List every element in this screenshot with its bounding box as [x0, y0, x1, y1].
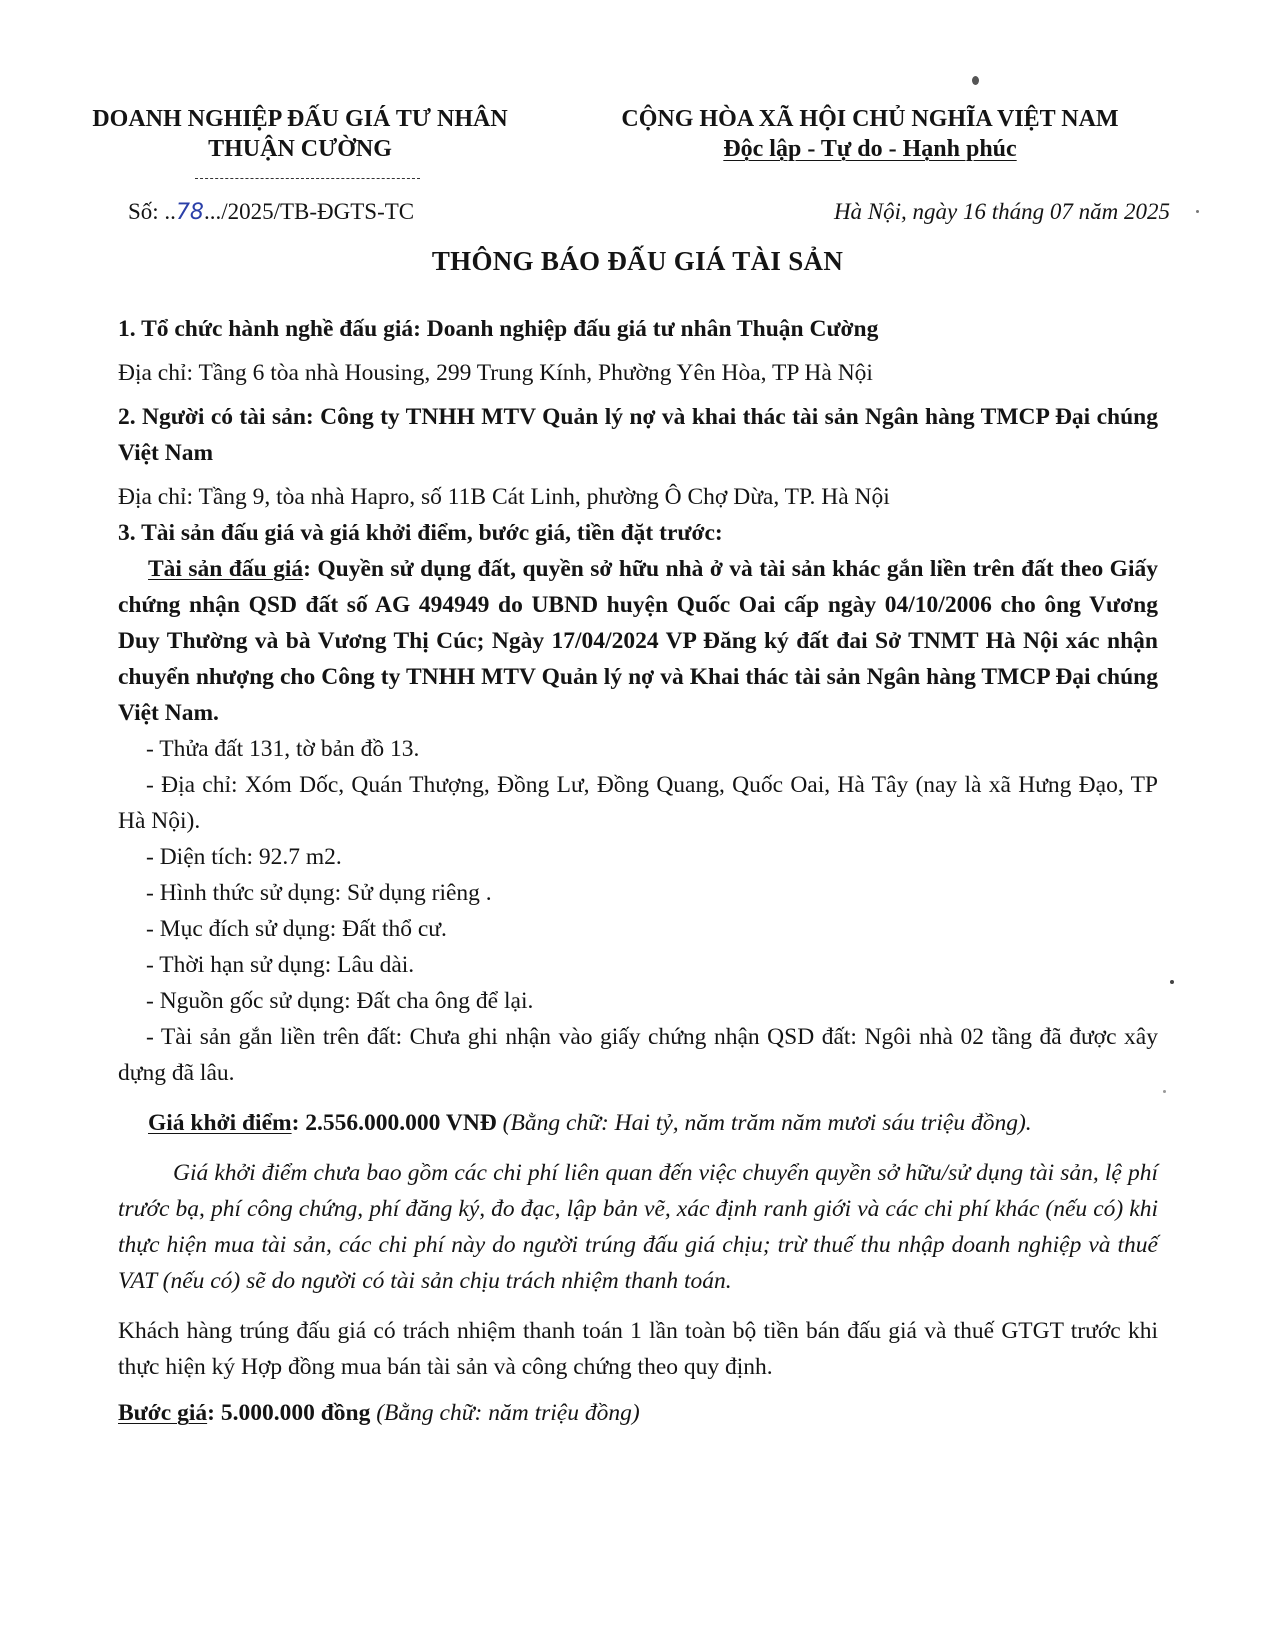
- national-motto: Độc lập - Tự do - Hạnh phúc: [723, 136, 1017, 162]
- asset-item: - Diện tích: 92.7 m2.: [146, 844, 342, 870]
- organization-header: [60, 104, 540, 164]
- price-step: [118, 1395, 1158, 1431]
- document-date: Hà Nội, ngày 16 tháng 07 năm 2025: [833, 199, 1170, 224]
- document-body: [118, 311, 1158, 1431]
- start-price-value: : 2.556.000.000 VNĐ: [291, 1110, 497, 1136]
- org-name-line2: THUẬN CƯỜNG: [208, 136, 392, 162]
- header-divider: [195, 178, 420, 179]
- section2-heading: 2. Người có tài sản: Công ty TNHH MTV Quản lý nợ và khai thác tài sản Ngân hàng TMCP Đại chúng Việt Nam: [118, 404, 1158, 466]
- asset-description: [118, 551, 1158, 731]
- scan-speck: [1170, 980, 1174, 984]
- section1-address: Địa chỉ: Tầng 6 tòa nhà Housing, 299 Trung Kính, Phường Yên Hòa, TP Hà Nội: [118, 360, 873, 386]
- document-title: THÔNG BÁO ĐẤU GIÁ TÀI SẢN: [431, 246, 844, 276]
- asset-item: - Tài sản gắn liền trên đất: Chưa ghi nhận vào giấy chứng nhận QSD đất: Ngôi nhà 02 tầng đã được xây dựng đã lâu.: [118, 1024, 1158, 1086]
- scan-speck: [1196, 210, 1199, 213]
- scan-speck: [972, 76, 979, 85]
- asset-label: Tài sản đấu giá: [148, 556, 304, 582]
- doc-number-suffix: .../2025/TB-ĐGTS-TC: [203, 199, 415, 224]
- start-price-note: Giá khởi điểm chưa bao gồm các chi phí liên quan đến việc chuyển quyền sở hữu/sử dụng tài sản, lệ phí trước bạ, phí công chứng, phí đăng ký, đo đạc, lập bản vẽ, xác định ranh giới và các chi phí khác (nếu có) khi thực hiện mua tài sản, các chi phí này do người trúng đấu giá chịu; trừ thuế thu nhập doanh nghiệp và thuế VAT (nếu có) sẽ do người có tài sản chịu trách nhiệm thanh toán.: [118, 1160, 1158, 1294]
- national-header: [590, 104, 1150, 164]
- country-name: CỘNG HÒA XÃ HỘI CHỦ NGHĨA VIỆT NAM: [621, 106, 1119, 132]
- asset-item: - Địa chỉ: Xóm Dốc, Quán Thượng, Đồng Lư, Đồng Quang, Quốc Oai, Hà Tây (nay là xã Hưng Đạo, TP Hà Nội).: [118, 772, 1158, 834]
- price-step-value: : 5.000.000 đồng: [207, 1400, 371, 1426]
- start-price-label: Giá khởi điểm: [148, 1110, 292, 1136]
- asset-text: : Quyền sử dụng đất, quyền sở hữu nhà ở và tài sản khác gắn liền trên đất theo Giấy chứng nhận QSD đất số AG 494949 do UBND huyện Quốc Oai cấp ngày 04/10/2006 cho ông Vương Duy Thường và bà Vương Thị Cúc; Ngày 17/04/2024 VP Đăng ký đất đai Sở TNMT Hà Nội xác nhận chuyển nhượng cho Công ty TNHH MTV Quản lý nợ và Khai thác tài sản Ngân hàng TMCP Đại chúng Việt Nam.: [118, 556, 1158, 726]
- price-step-label: Bước giá: [118, 1400, 208, 1426]
- asset-item: - Nguồn gốc sử dụng: Đất cha ông để lại.: [146, 988, 534, 1014]
- payment-note: Khách hàng trúng đấu giá có trách nhiệm thanh toán 1 lần toàn bộ tiền bán đấu giá và thuế GTGT trước khi thực hiện ký Hợp đồng mua bán tài sản và công chứng theo quy định.: [118, 1318, 1158, 1380]
- asset-item: - Thời hạn sử dụng: Lâu dài.: [146, 952, 415, 978]
- document-number: [128, 199, 414, 225]
- section2-address: Địa chỉ: Tầng 9, tòa nhà Hapro, số 11B Cát Linh, phường Ô Chợ Dừa, TP. Hà Nội: [118, 484, 890, 510]
- scan-speck: [1163, 1090, 1166, 1093]
- org-name-line1: DOANH NGHIỆP ĐẤU GIÁ TƯ NHÂN: [92, 106, 508, 132]
- asset-item: - Hình thức sử dụng: Sử dụng riêng .: [146, 880, 492, 906]
- doc-number-prefix: Số: ..: [128, 199, 176, 224]
- section3-heading: 3. Tài sản đấu giá và giá khởi điểm, bước giá, tiền đặt trước:: [118, 520, 723, 546]
- asset-item: - Thửa đất 131, tờ bản đồ 13.: [146, 736, 420, 762]
- start-price: [118, 1105, 1158, 1141]
- start-price-words: (Bằng chữ: Hai tỷ, năm trăm năm mươi sáu triệu đồng).: [496, 1110, 1032, 1136]
- doc-number-handwritten: 78: [175, 200, 204, 225]
- price-step-words: (Bằng chữ: năm triệu đồng): [370, 1400, 640, 1426]
- asset-item: - Mục đích sử dụng: Đất thổ cư.: [146, 916, 447, 942]
- section1-heading: 1. Tổ chức hành nghề đấu giá: Doanh nghiệp đấu giá tư nhân Thuận Cường: [118, 316, 879, 342]
